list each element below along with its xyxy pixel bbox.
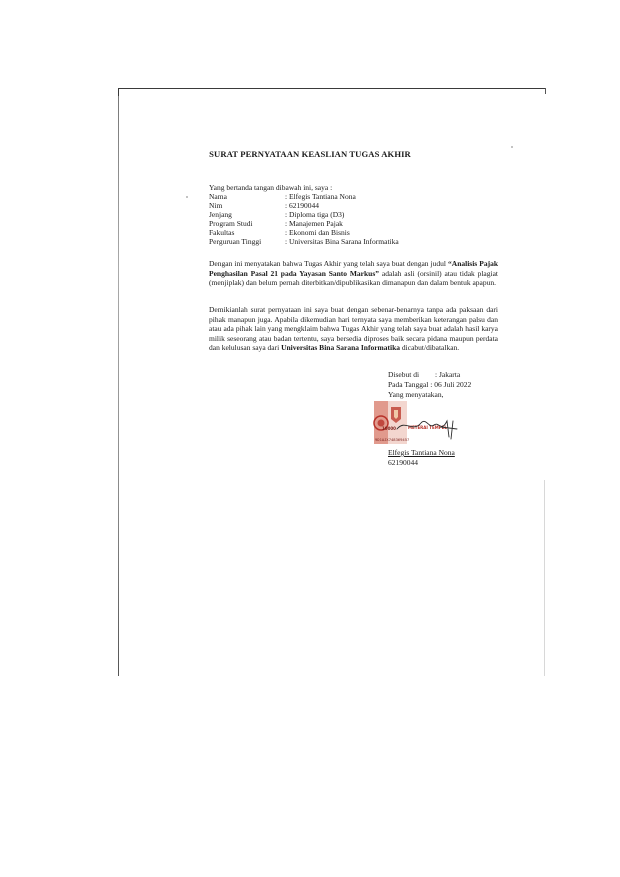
document-title: SURAT PERNYATAAN KEASLIAN TUGAS AKHIR [209,149,411,159]
field-value: : Elfegis Tantiana Nona [285,192,356,201]
field-label: Jenjang [209,210,232,219]
field-value: : Diploma tiga (D3) [285,210,345,219]
statement-line: Yang menyatakan, [388,390,444,399]
field-label: Nama [209,192,227,201]
identity-row [209,237,399,246]
declaration-paragraph [209,305,498,353]
stamp-label: METERAI TEMPEL [408,425,447,430]
revenue-stamp [371,399,471,449]
stamp-value: 10000 [382,426,396,431]
paragraph-lead: Dengan ini menyatakan bahwa Tugas Akhir yang telah saya buat dengan judul [209,259,446,268]
identity-table [209,192,399,246]
signer-name: Elfegis Tantiana Nona [388,448,455,457]
intro-line: Yang bertanda tangan dibawah ini, saya : [209,183,333,192]
field-label: Nim [209,201,223,210]
field-label: Perguruan Tinggi [209,237,262,246]
stamp-serial: 9D1AJX748369457 [375,437,410,442]
field-value: : 62190044 [285,201,319,210]
date-value: : 06 Juli 2022 [430,380,472,389]
date-label: Pada Tanggal [388,380,429,389]
university-name: Universitas Bina Sarana Informatika [281,343,401,352]
identity-row [209,210,399,219]
field-label: Fakultas [209,228,235,237]
field-value: : Manajemen Pajak [285,219,343,228]
field-label: Program Studi [209,219,253,228]
paragraph-text: Demikianlah surat pernyataan ini saya buat dengan sebenar-benarnya tanpa ada paksaan dari pihak manapun juga. Apabila dikemudian hari ternyata saya memberikan keterangan palsu dan atau ada pihak lain yang mengklaim bahwa Tugas Akhir yang telah saya buat adalah hasil karya milik seseorang atau badan tertentu, saya bersedia diproses baik secara pidana maupun perdata dan kelulusan saya dari [209,305,498,352]
identity-row [209,192,399,201]
field-value: : Universitas Bina Sarana Informatika [285,237,399,246]
scan-edge-corner [545,88,546,94]
stamp-and-signature [371,399,471,449]
statement-paragraph [209,259,498,288]
signer-nim: 62190044 [388,458,418,467]
scan-edge-corner [118,88,119,96]
scan-edge-left [118,96,119,676]
scan-edge-right [544,480,545,676]
place-value: : Jakarta [435,370,461,379]
identity-row [209,219,399,228]
date-line [388,380,471,390]
paragraph-rest: adalah asli (orsinil) atau tidak plagiat (menjiplak) dan belum pernah diterbitkan/dipublikasikan dimanapun dan dalam bentuk apapun. [209,268,499,287]
thesis-title: “Analisis Pajak Penghasilan Pasal 21 pada Yayasan Santo Markus” [209,259,498,278]
field-value: : Ekonomi dan Bisnis [285,228,350,237]
identity-row [209,201,399,210]
place-label: Disebut di [388,370,420,379]
place-line [388,370,460,380]
identity-row [209,228,399,237]
scan-speck [511,146,513,148]
scan-speck [186,196,188,198]
paragraph-tail: dicabut/dibatalkan. [401,343,460,352]
scan-edge-top [118,88,546,89]
